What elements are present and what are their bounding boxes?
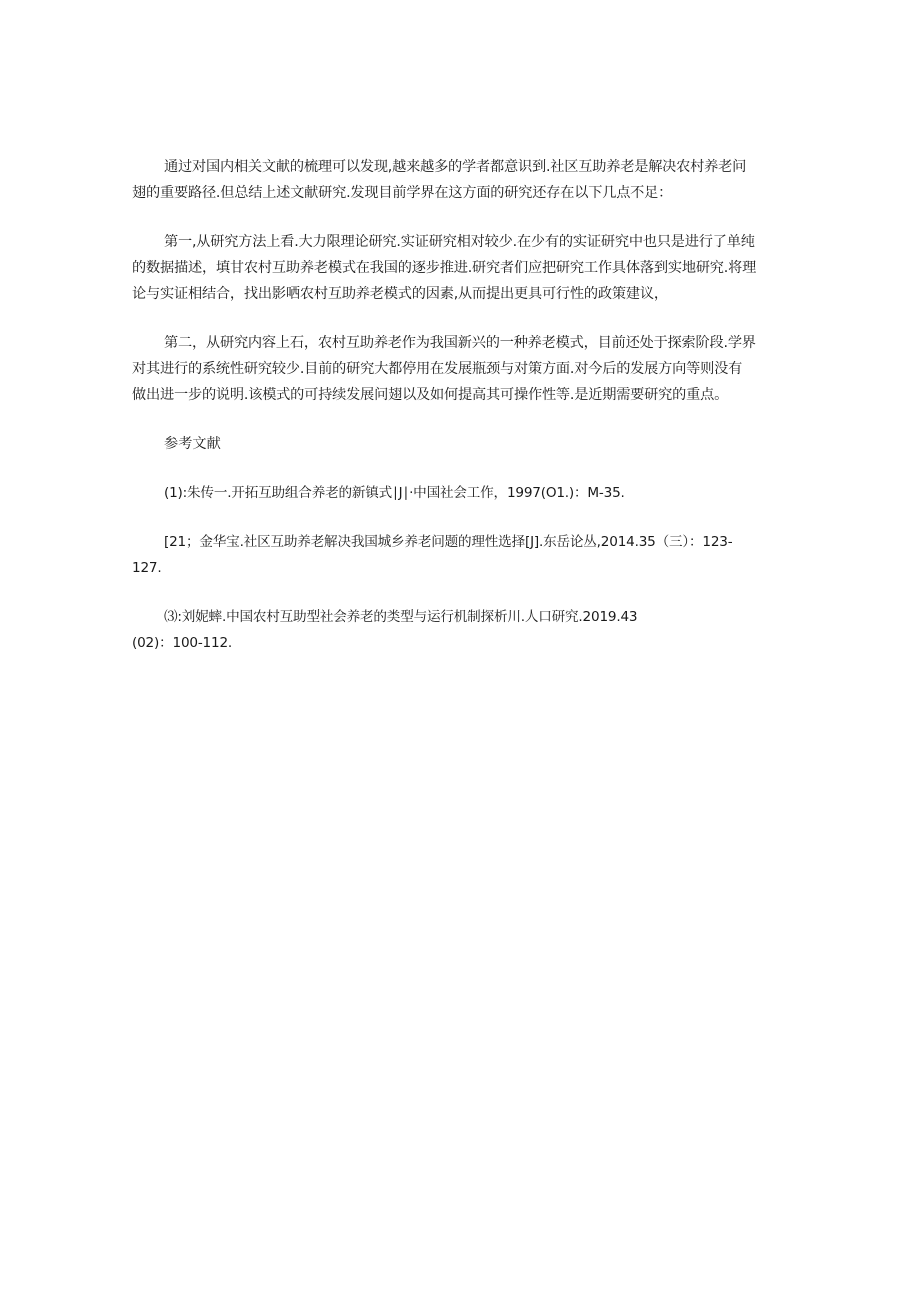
paragraph-line: 翅的重要路径.但总结上述文献研究.发现目前学界在这方面的研究还存在以下几点不足： [132, 185, 673, 201]
references-heading: 参考文献 [164, 436, 221, 452]
reference-line: [21；金华宝.社区互助养老解决我国城乡养老问题的理性选择[J].东岳论丛,2014.35（三）：123- [164, 534, 733, 550]
paragraph-line: 第一,从研究方法上看.大力限理论研究.实证研究相对较少.在少有的实证研究中也只是进行了单纯 [164, 234, 755, 250]
reference-line: ⑶:刘妮蟀.中国农村互助型社会养老的类型与运行机制探析川.人口研究.2019.43 [164, 609, 638, 625]
reference-line: (1):朱传一.开拓互助组合养老的新镇式∣J∣·中国社会工作，1997(O1.)：M-35. [164, 485, 625, 501]
reference-line: (02)：100-112. [132, 635, 233, 651]
paragraph-line: 做出进一步的说明.该模式的可持续发展问翅以及如何提高其可操作性等.是近期需要研究的重点。 [132, 387, 729, 403]
reference-item-1 [132, 480, 788, 506]
paragraph-line: 第二，从研究内容上石，农村互助养老作为我国新兴的一种养老模式，目前还处于探索阶段.学界 [164, 335, 756, 351]
paragraph-line: 通过对国内相关文献的梳理可以发现,越来越多的学者都意识到.社区互助养老是解决农村养老问 [164, 159, 747, 175]
paragraph-line: 对其进行的系统性研究较少.目前的研究大都停用在发展瓶颈与对策方面.对今后的发展方向等则没有 [132, 361, 743, 377]
document-body [132, 154, 788, 679]
paragraph-second-point [132, 330, 788, 408]
paragraph-intro [132, 154, 788, 206]
reference-line: 127. [132, 560, 162, 576]
paragraph-line: 的数据描述，填甘农村互助养老模式在我国的逐步推进.研究者们应把研究工作具体落到实地研究.将理 [132, 260, 757, 276]
paragraph-first-point [132, 229, 788, 307]
reference-item-2 [132, 529, 788, 581]
paragraph-line: 论与实证相结合，找出影哂农村互助养老模式的因素,从而提出更具可行性的政策建议， [132, 286, 668, 302]
reference-item-3 [132, 604, 788, 656]
